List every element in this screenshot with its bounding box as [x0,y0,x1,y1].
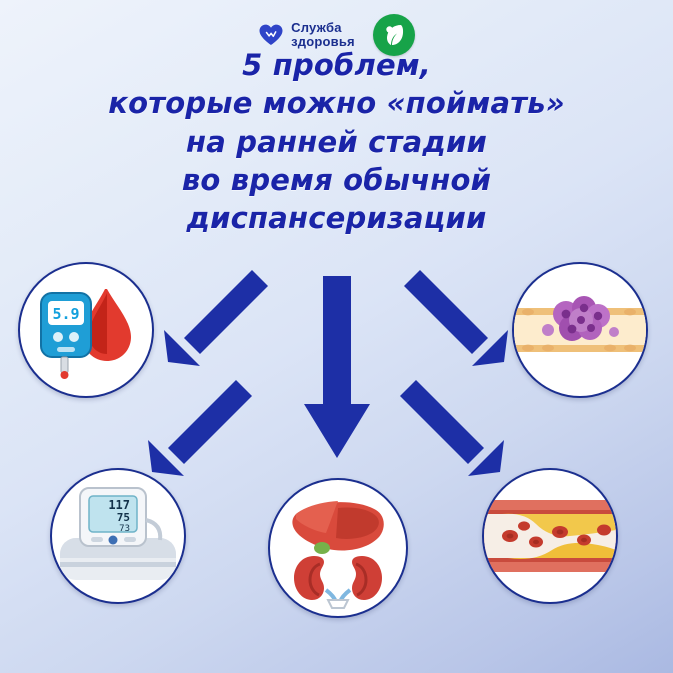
icon-bubble-tumor-cells[interactable] [512,262,648,398]
liver-kidneys-icon [276,486,400,610]
title-line-1: 5 проблем, [242,48,431,82]
tonometer-diastolic: 75 [116,511,130,524]
title-line-2: которые можно «поймать» [108,86,565,121]
glucometer-blood-drop-icon [27,271,145,389]
title-line-5: диспансеризации [186,201,487,236]
arrow-to-tonometer [140,372,260,482]
title-line-4: во время обычной [181,162,492,197]
brand-text [291,21,355,49]
arrow-to-liver-kidneys [298,276,376,461]
brand-line-2: здоровья [291,34,355,49]
arrow-to-tumor-cells [396,262,516,372]
blood-pressure-monitor-icon [58,476,178,596]
arrow-to-cholesterol [392,372,512,482]
brand-line-1: Служба [291,20,342,36]
tumor-cells-vessel-icon [514,264,646,396]
heart-icon [258,23,284,47]
arrow-to-glucometer [156,262,276,372]
tonometer-pulse: 73 [119,524,130,534]
glucometer-reading: 5.9 [52,305,80,323]
cholesterol-plaque-artery-icon [484,470,616,602]
tonometer-systolic: 117 [108,498,130,512]
icon-bubble-glucometer[interactable] [18,262,154,398]
brand-lockup [258,21,355,49]
page-title [0,46,673,237]
icon-bubble-liver-kidneys[interactable] [268,478,408,618]
title-line-3: на ранней стадии [185,124,488,159]
icon-bubble-cholesterol[interactable] [482,468,618,604]
icon-bubble-tonometer[interactable] [50,468,186,604]
